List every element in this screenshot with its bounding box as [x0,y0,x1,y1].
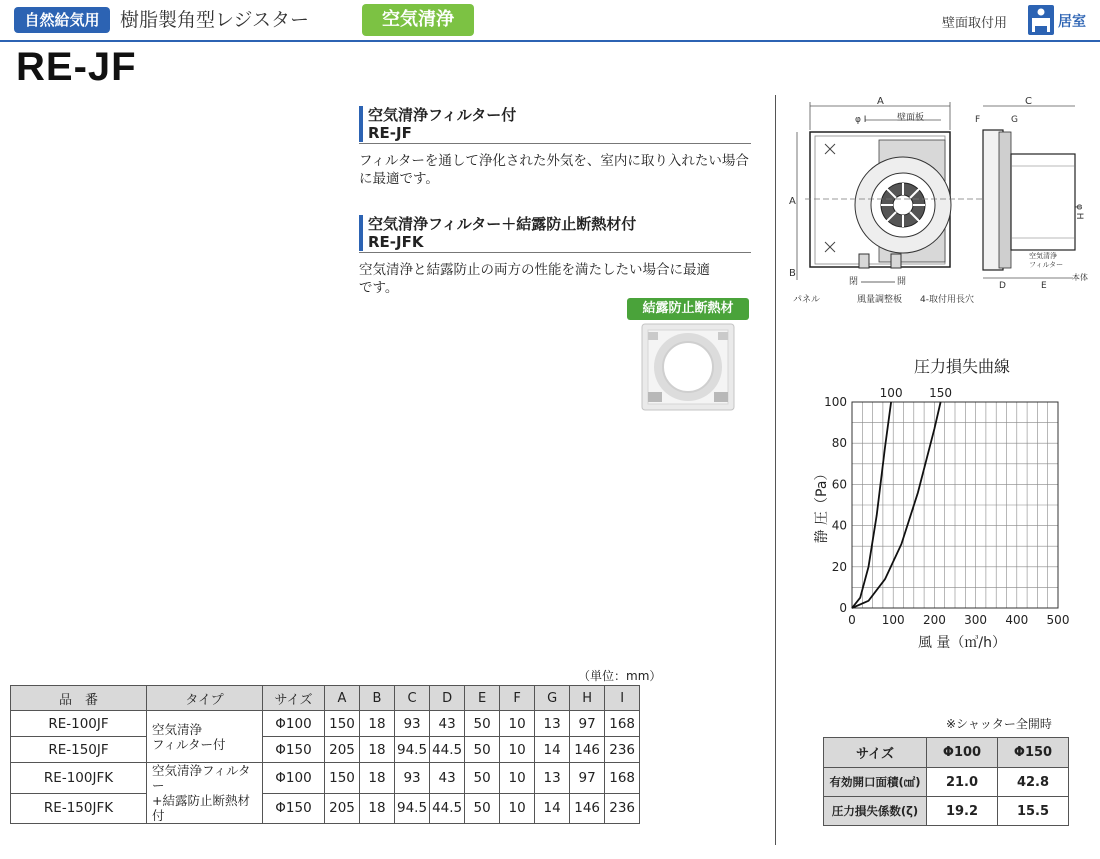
cell: 168 [605,711,640,737]
unit-label: （単位：mm） [578,669,662,683]
cell: 14 [535,737,570,763]
cell: 18 [360,711,395,737]
y-tick-label: 100 [824,395,847,409]
cell: 168 [605,763,640,794]
table-row [11,763,640,794]
header-rule [0,40,1100,42]
cell: 13 [535,763,570,794]
table-row [11,793,640,824]
x-tick-label: 300 [964,613,988,627]
y-tick-label: 20 [831,559,847,574]
col-header: G [535,686,570,711]
cell: Φ150 [263,737,325,763]
cell: 146 [570,737,605,763]
col-header: I [605,686,640,711]
cell: 10 [500,793,535,824]
cell: Φ100 [263,711,325,737]
cell: 93 [395,763,430,794]
col-header: A [325,686,360,711]
cell: 18 [360,763,395,794]
section-bar [359,215,363,251]
cell: 18 [360,737,395,763]
performance-table [823,737,1069,826]
cell: Φ100 [263,763,325,794]
label-filter-1: 空気清浄 [1029,252,1057,260]
col-header: D [430,686,465,711]
shutter-note: ※シャッター全開時 [946,717,1052,731]
col-header: E [465,686,500,711]
y-tick-label: 40 [831,518,847,533]
category-tag: 自然給気用 [14,7,110,33]
cell: 44.5 [430,793,465,824]
dimension-drawing [785,92,1095,307]
dim-label-phi-h: φ H [1074,204,1084,220]
section-model: RE-JF [368,124,412,142]
cell: 21.0 [927,768,998,797]
x-tick-label: 500 [1046,613,1070,627]
section-description: 空気清浄と結露防止の両方の性能を満たしたい場合に最適 です。 [359,262,710,296]
label-slots: 4-取付用長穴 [920,295,974,305]
label-wall-plate: 壁面板 [897,113,925,123]
perf-header-row [824,738,1069,768]
section-title: 空気清浄フィルター付 [368,106,517,124]
y-tick-label: 60 [831,477,847,492]
dim-label-d: D [999,281,1006,291]
room-label: 居室 [1058,14,1086,30]
cell: 50 [465,763,500,794]
table-row [11,711,640,737]
cell: 42.8 [998,768,1069,797]
cell: 94.5 [395,793,430,824]
label-filter-2: フィルター [1029,261,1064,269]
chart-series [852,386,952,608]
x-tick-label: 400 [1005,613,1029,627]
cell: 43 [430,763,465,794]
section-model: RE-JFK [368,233,424,251]
x-tick-label: 0 [848,613,856,627]
cell: 50 [465,711,500,737]
cell: 150 [325,711,360,737]
cell: 205 [325,793,360,824]
cell: 50 [465,793,500,824]
cell: 236 [605,737,640,763]
chart-ylabel: 静 圧（Pa） [814,466,830,544]
section-title: 空気清浄フィルター＋結露防止断熱材付 [368,215,637,233]
cell: 15.5 [998,797,1069,826]
table-row [824,797,1069,826]
col-header: タイプ [147,686,263,711]
col-header: サイズ [824,738,927,768]
cell: 50 [465,737,500,763]
cell: 93 [395,711,430,737]
pressure-loss-chart [790,350,1095,660]
col-header: F [500,686,535,711]
spec-header-row [11,686,640,711]
label-body: 本体 [1072,273,1088,282]
col-header: H [570,686,605,711]
chart-grid [852,402,1058,608]
cell-model: RE-150JF [11,737,147,763]
dim-label-f: F [975,115,981,125]
col-header: C [395,686,430,711]
cell: 19.2 [927,797,998,826]
label-panel: パネル [793,295,821,305]
table-row [11,737,640,763]
cell: 18 [360,793,395,824]
model-title: RE-JF [16,45,137,89]
label-close: 閉 [849,277,859,287]
col-header: 品 番 [11,686,147,711]
vertical-divider [775,95,776,845]
cell: 14 [535,793,570,824]
cell: 43 [430,711,465,737]
cell-type: 空気清浄 フィルター付 [147,711,263,763]
cell-type: 空気清浄フィルター +結露防止断熱材付 [147,763,263,824]
room-icon [1028,5,1054,35]
cell-model: RE-150JFK [11,793,147,824]
section-rule [359,252,751,253]
section-rule [359,143,751,144]
cell: 44.5 [430,737,465,763]
cell: 10 [500,737,535,763]
row-label: 圧力損失係数(ζ) [824,797,927,826]
dim-label-a-vertical: A [789,196,796,207]
series-label-150: 150 [929,386,953,400]
dim-label-b: B [789,268,796,279]
cell: 10 [500,711,535,737]
cell: 13 [535,711,570,737]
x-tick-label: 200 [922,613,946,627]
chart-xlabel: 風 量（㎥/h） [917,635,1007,651]
dim-label-c: C [1025,96,1032,107]
chart-title: 圧力損失曲線 [913,357,1011,376]
dim-label-phi-i: φ I [855,115,867,125]
col-header: サイズ [263,686,325,711]
insulation-photo [640,322,736,412]
section-bar [359,106,363,142]
spec-table [10,685,640,824]
cell: 236 [605,793,640,824]
cell: 97 [570,711,605,737]
header-title: 樹脂製角型レジスター [120,9,309,31]
feature-tag: 空気清浄 [362,4,474,36]
dim-label-g: G [1011,115,1018,125]
cell: 10 [500,763,535,794]
dim-label-e: E [1041,281,1047,291]
col-header: Φ150 [998,738,1069,768]
cell: 205 [325,737,360,763]
row-label: 有効開口面積(㎠) [824,768,927,797]
label-open: 開 [897,277,907,287]
section-description: フィルターを通して浄化された外気を、室内に取り入れたい場合 に最適です。 [359,153,749,187]
cell: Φ150 [263,793,325,824]
cell: 97 [570,763,605,794]
y-tick-label: 0 [839,601,847,615]
insulation-label: 結露防止断熱材 [627,298,749,320]
cell-model: RE-100JFK [11,763,147,794]
y-tick-label: 80 [831,436,847,451]
col-header: Φ100 [927,738,998,768]
label-damper: 風量調整板 [857,295,903,305]
series-label-100: 100 [879,386,903,400]
mount-type: 壁面取付用 [942,16,1008,31]
cell-model: RE-100JF [11,711,147,737]
table-row [824,768,1069,797]
col-header: B [360,686,395,711]
cell: 150 [325,763,360,794]
x-tick-label: 100 [881,613,905,627]
cell: 146 [570,793,605,824]
dim-label-a: A [877,96,884,107]
cell: 94.5 [395,737,430,763]
